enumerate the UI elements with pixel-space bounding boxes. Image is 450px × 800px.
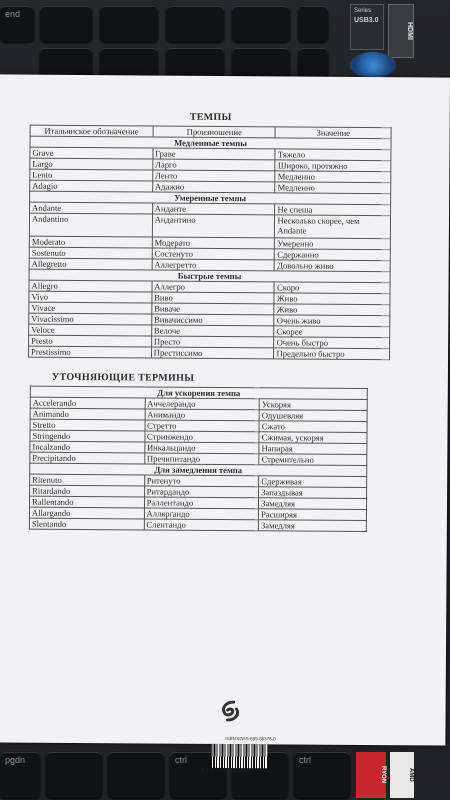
group-heading: Для ускорения темпа bbox=[30, 386, 367, 399]
table-row bbox=[29, 213, 390, 239]
cell-italian: Animando bbox=[30, 408, 145, 420]
cell-italian: Andantino bbox=[29, 213, 152, 237]
cell-meaning: Запаздывая bbox=[259, 487, 367, 499]
cell-italian: Precipitando bbox=[30, 452, 145, 464]
amd-sticker: AMD bbox=[390, 752, 414, 798]
isbn-text: ISBN 978-5-699-88376-0 bbox=[225, 736, 276, 742]
cell-pronunciation: Стринжендо bbox=[145, 431, 260, 443]
key bbox=[108, 752, 164, 798]
cell-italian: Stretto bbox=[30, 419, 145, 431]
cell-pronunciation: Стретто bbox=[145, 420, 260, 432]
key bbox=[232, 6, 290, 42]
cell-italian: Ritardando bbox=[30, 485, 145, 497]
cell-italian: Accelerando bbox=[30, 397, 145, 409]
cell-pronunciation: Ларго bbox=[153, 159, 276, 171]
cell-italian: Vivo bbox=[29, 291, 152, 303]
page-title: ТЕМПЫ bbox=[189, 111, 232, 124]
cell-pronunciation: Аллегретто bbox=[152, 259, 275, 271]
group-heading: Быстрые темпы bbox=[29, 269, 390, 283]
publisher-logo bbox=[217, 698, 243, 724]
cell-italian: Grave bbox=[30, 147, 153, 159]
cell-italian: Vivace bbox=[29, 302, 152, 314]
cell-italian: Prestissimo bbox=[29, 346, 152, 358]
cell-meaning: Сдерживая bbox=[259, 476, 367, 488]
barcode-number: 9 785699 883760 > bbox=[201, 767, 253, 775]
cell-meaning: Медленно bbox=[275, 171, 391, 183]
usb-sticker: Series USB3.0 bbox=[350, 4, 384, 50]
cell-meaning: Тяжело bbox=[275, 149, 391, 161]
cell-italian: Slentando bbox=[29, 518, 144, 530]
column-header: Итальянское обозначение bbox=[30, 125, 153, 137]
cell-pronunciation: Престо bbox=[151, 336, 274, 348]
cell-meaning: Скорее bbox=[274, 326, 390, 338]
cell-pronunciation: Состенуто bbox=[152, 248, 275, 260]
cell-pronunciation: Инкальцандо bbox=[144, 442, 259, 454]
cell-italian: Veloce bbox=[29, 324, 152, 336]
key-end: end bbox=[0, 6, 34, 42]
key-ctrl: ctrl bbox=[294, 752, 350, 798]
cell-italian: Allargando bbox=[29, 507, 144, 519]
cell-pronunciation: Ритардандо bbox=[144, 486, 259, 498]
cell-pronunciation: Пречипитандо bbox=[144, 453, 259, 465]
cell-meaning: Стремительно bbox=[259, 454, 367, 466]
cell-italian: Stringendo bbox=[30, 430, 145, 442]
key bbox=[166, 6, 224, 42]
cell-meaning: Живо bbox=[274, 304, 390, 316]
key-pgdn: pgdn bbox=[0, 752, 40, 798]
cell-pronunciation: Ритенуто bbox=[144, 475, 259, 487]
cell-pronunciation: Адажио bbox=[152, 181, 275, 193]
cell-italian: Rallentando bbox=[29, 496, 144, 508]
cell-pronunciation: Аччелерандо bbox=[145, 398, 260, 410]
cell-pronunciation: Слентандо bbox=[144, 519, 259, 531]
cell-meaning: Одушевляя bbox=[259, 410, 367, 422]
cell-pronunciation: Ленто bbox=[152, 170, 275, 182]
cell-italian: Andante bbox=[30, 202, 153, 214]
cell-meaning: Сжимая, ускоряя bbox=[259, 432, 367, 444]
cell-meaning: Замедляя bbox=[259, 498, 367, 510]
cell-pronunciation: Модерато bbox=[152, 237, 275, 249]
cell-italian: Sostenuto bbox=[29, 247, 152, 259]
cell-italian: Presto bbox=[29, 335, 152, 347]
cell-meaning: Замедляя bbox=[258, 520, 366, 532]
cell-pronunciation: Раллентандо bbox=[144, 497, 259, 509]
cell-meaning: Очень быстро bbox=[274, 337, 390, 349]
cell-meaning: Очень живо bbox=[274, 315, 390, 327]
key bbox=[298, 6, 328, 42]
group-heading: Умеренные темпы bbox=[30, 191, 391, 205]
barcode bbox=[211, 744, 267, 768]
key bbox=[46, 752, 102, 798]
cell-meaning: Скоро bbox=[274, 282, 390, 294]
cell-italian: Allegro bbox=[29, 280, 152, 292]
hdmi-sticker: HDMI bbox=[388, 4, 414, 58]
cell-italian: Largo bbox=[30, 158, 153, 170]
cell-pronunciation: Анданте bbox=[152, 203, 275, 215]
cell-pronunciation: Граве bbox=[153, 148, 276, 160]
cell-pronunciation: Виво bbox=[152, 292, 275, 304]
cell-pronunciation: Аллярґандо bbox=[144, 508, 259, 520]
cell-meaning: Не спеша bbox=[275, 204, 391, 216]
cell-meaning: Напирая bbox=[259, 443, 367, 455]
cell-meaning: Умеренно bbox=[275, 238, 391, 250]
cell-meaning: Живо bbox=[274, 293, 390, 305]
cell-meaning: Сдержанно bbox=[275, 249, 391, 261]
table-row bbox=[29, 346, 390, 360]
table-row bbox=[29, 518, 366, 531]
cell-pronunciation: Вивачиссимо bbox=[151, 314, 274, 326]
key bbox=[232, 48, 290, 78]
key bbox=[298, 48, 328, 78]
tempo-table bbox=[28, 125, 392, 361]
cell-italian: Lento bbox=[30, 169, 153, 181]
key bbox=[40, 6, 92, 42]
group-heading: Для замедления темпа bbox=[30, 463, 367, 476]
cell-meaning: Ускоряя bbox=[259, 399, 367, 411]
cell-meaning: Сжато bbox=[259, 421, 367, 433]
group-heading: Медленные темпы bbox=[30, 136, 391, 150]
key bbox=[100, 48, 158, 78]
cell-pronunciation: Анимандо bbox=[145, 409, 260, 421]
cell-italian: Allegretto bbox=[29, 258, 152, 270]
cell-italian: Vivacissimo bbox=[29, 313, 152, 325]
section-title: УТОЧНЯЮЩИЕ ТЕРМИНЫ bbox=[51, 371, 195, 384]
cell-pronunciation: Андантино bbox=[152, 214, 275, 238]
key bbox=[100, 6, 158, 42]
cell-pronunciation: Аллегро bbox=[152, 281, 275, 293]
column-header: Произношение bbox=[153, 126, 276, 138]
cell-pronunciation: Виваче bbox=[152, 303, 275, 315]
cell-meaning: Расширяя bbox=[259, 509, 367, 521]
cell-pronunciation: Велоче bbox=[151, 325, 274, 337]
cell-meaning: Широко, протяжно bbox=[275, 160, 391, 172]
ryzen-sticker-logo bbox=[350, 52, 396, 78]
cell-italian: Ritenuto bbox=[30, 474, 145, 486]
cell-italian: Adagio bbox=[30, 180, 153, 192]
key bbox=[166, 48, 224, 78]
key bbox=[40, 48, 92, 78]
cell-meaning: Довольно живо bbox=[275, 260, 391, 272]
cell-meaning: Несколько скорее, чем Andante bbox=[275, 215, 391, 239]
cell-meaning: Предельно быстро bbox=[274, 348, 390, 360]
key-ctrl: ctrl bbox=[170, 752, 226, 798]
cell-pronunciation: Престиссимо bbox=[151, 347, 274, 359]
cell-italian: Moderato bbox=[29, 236, 152, 248]
ryzen-sticker: RYON bbox=[356, 752, 386, 798]
cell-meaning: Медленно bbox=[275, 182, 391, 194]
modifier-terms-table bbox=[29, 386, 368, 532]
page-content bbox=[27, 105, 392, 533]
cell-italian: Incalzando bbox=[30, 441, 145, 453]
column-header: Значение bbox=[276, 127, 392, 139]
